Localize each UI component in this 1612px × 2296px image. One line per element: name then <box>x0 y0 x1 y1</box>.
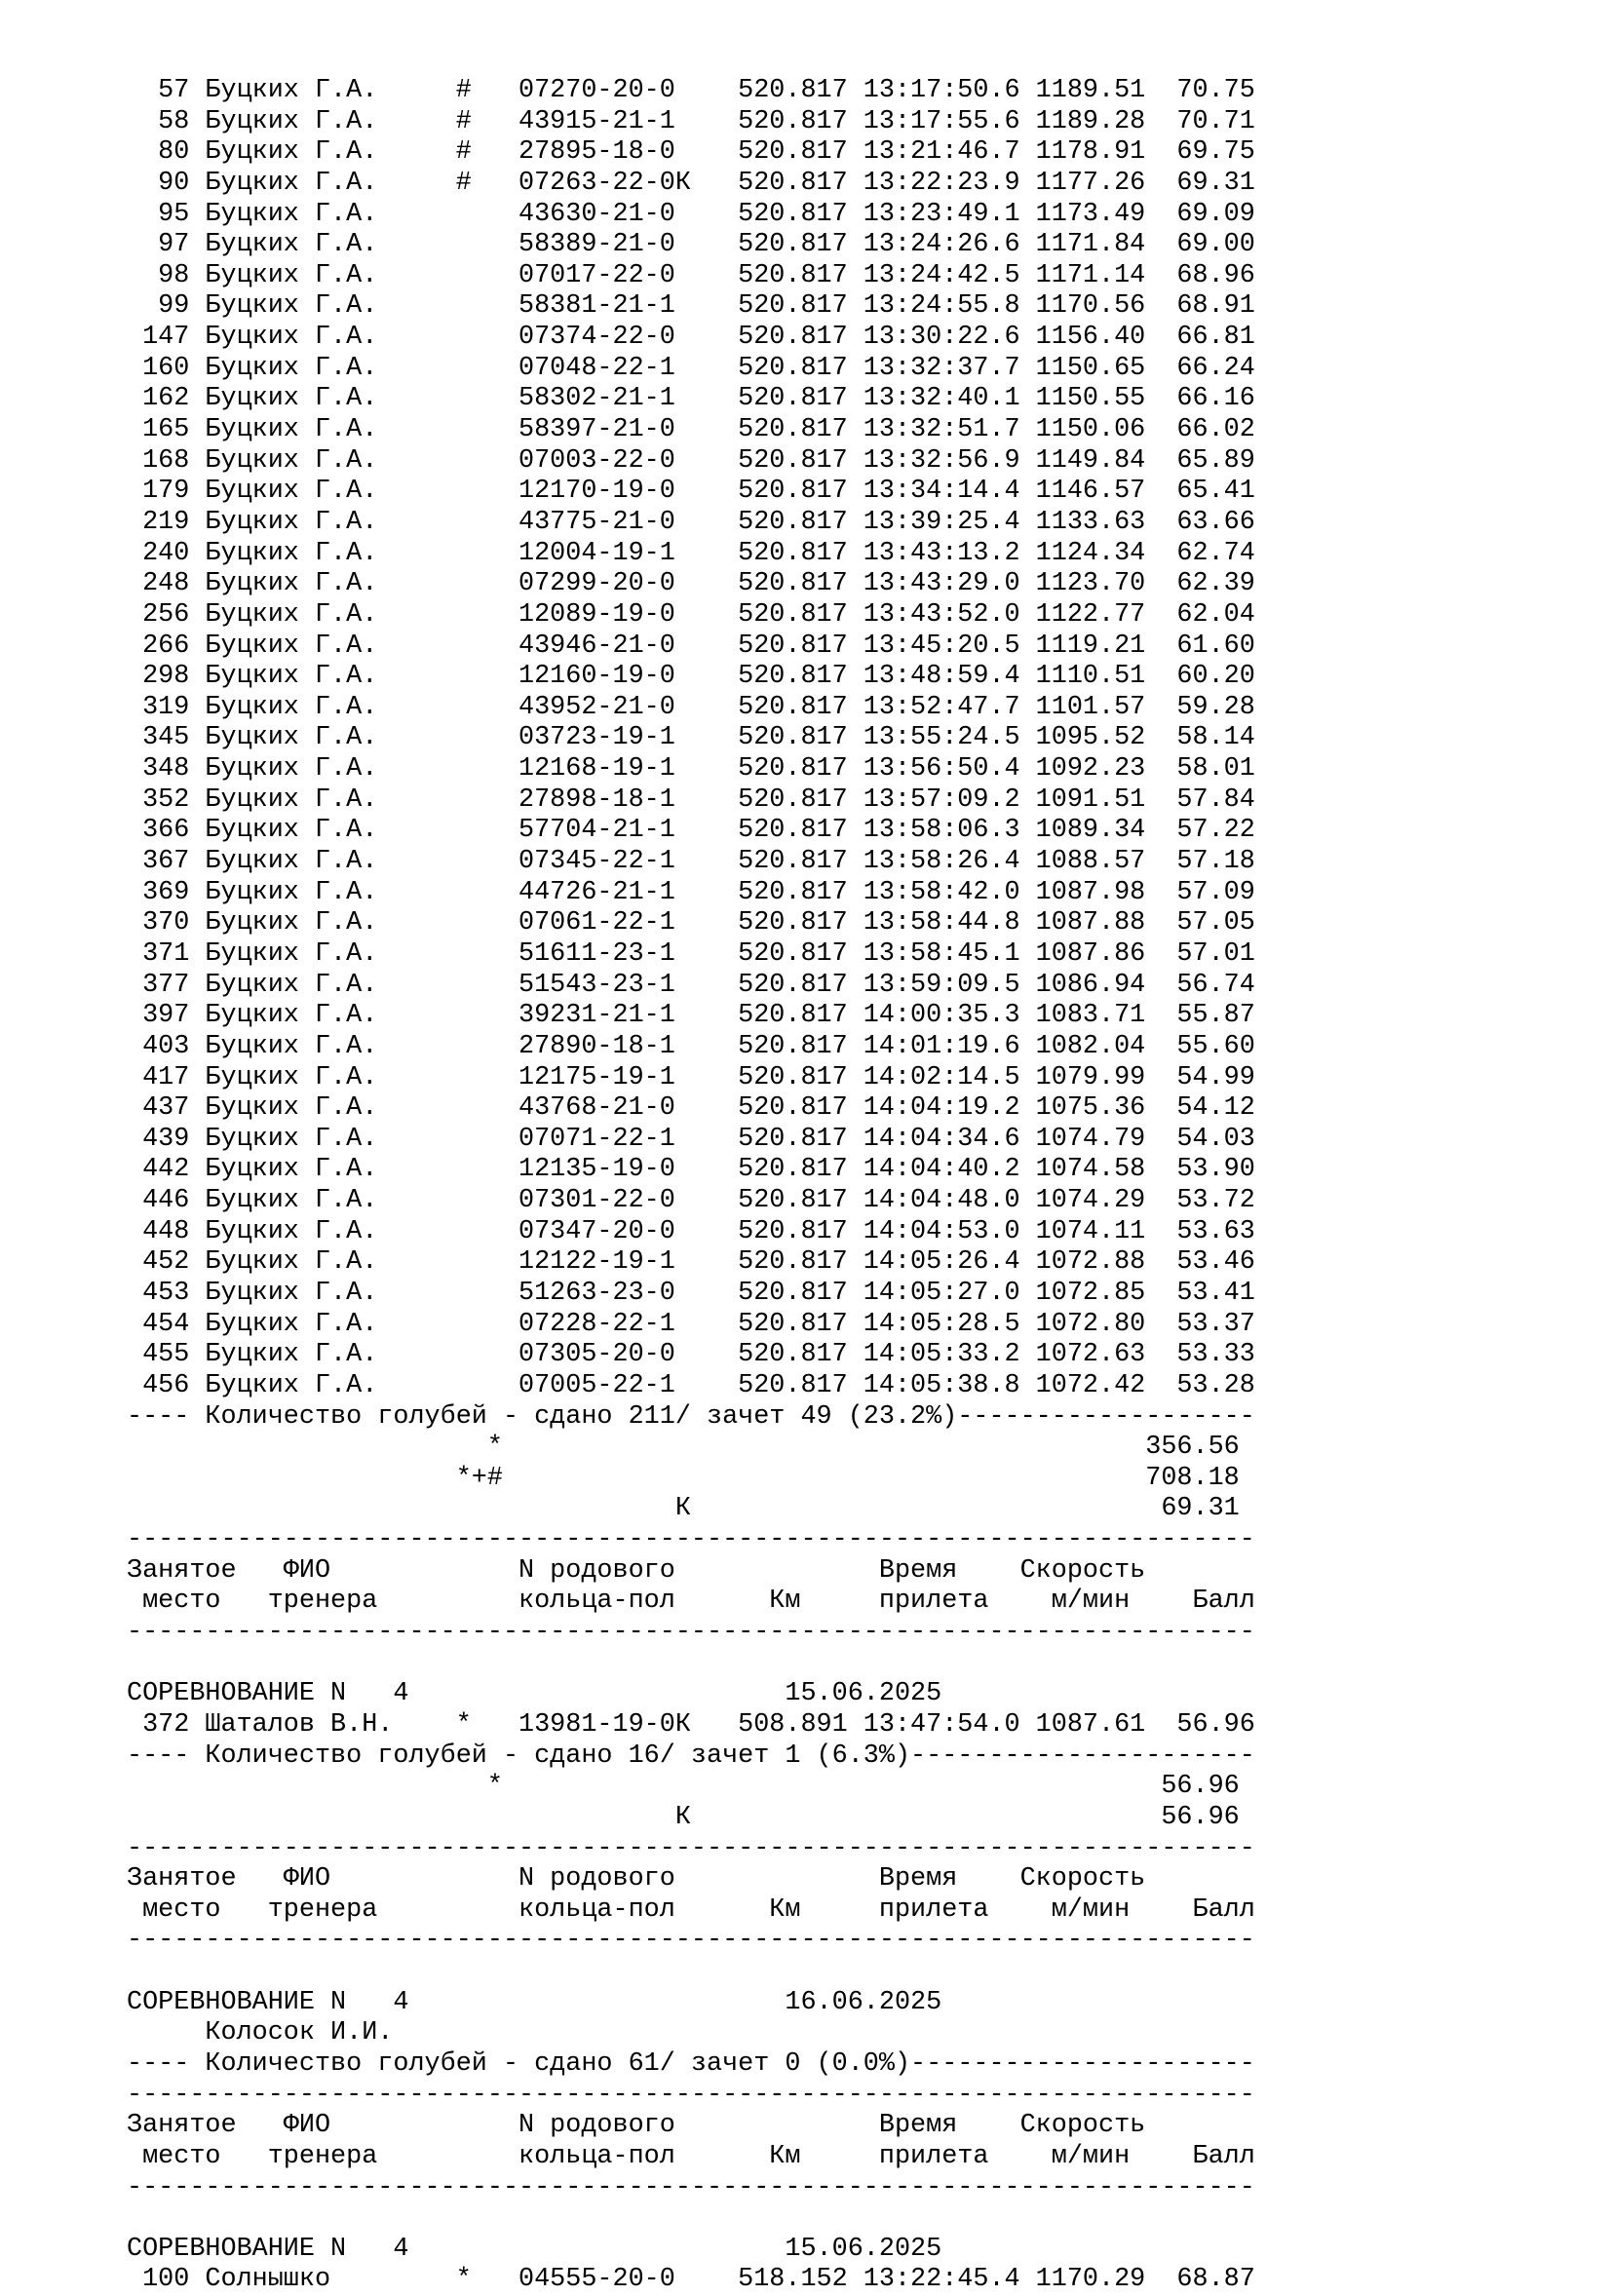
document-line: 248 Буцких Г.А. 07299-20-0 520.817 13:43:29.0 1123.70 62.39 <box>127 569 1255 599</box>
document-line <box>127 1649 1255 1680</box>
document-line: место тренера кольца-пол Км прилета м/мин Балл <box>127 1587 1255 1617</box>
document-line: * 56.96 <box>127 1772 1240 1802</box>
document-line: 417 Буцких Г.А. 12175-19-1 520.817 14:02:14.5 1079.99 54.99 <box>127 1062 1255 1092</box>
document-line: ---- Количество голубей - сдано 16/ зачет 1 (6.3%)---------------------- <box>127 1741 1255 1771</box>
document-line: 97 Буцких Г.А. 58389-21-0 520.817 13:24:26.6 1171.84 69.00 <box>127 230 1255 260</box>
document-line: 298 Буцких Г.А. 12160-19-0 520.817 13:48:59.4 1110.51 60.20 <box>127 662 1255 692</box>
document-line: 437 Буцких Г.А. 43768-21-0 520.817 14:04:19.2 1075.36 54.12 <box>127 1093 1255 1124</box>
document-line: 352 Буцких Г.А. 27898-18-1 520.817 13:57:09.2 1091.51 57.84 <box>127 784 1255 815</box>
document-line: 266 Буцких Г.А. 43946-21-0 520.817 13:45:20.5 1119.21 61.60 <box>127 631 1255 661</box>
document-line: 455 Буцких Г.А. 07305-20-0 520.817 14:05:33.2 1072.63 53.33 <box>127 1340 1255 1370</box>
document-line: СОРЕВНОВАНИЕ N 4 15.06.2025 <box>127 1679 942 1709</box>
document-line: 371 Буцких Г.А. 51611-23-1 520.817 13:58:45.1 1087.86 57.01 <box>127 938 1255 969</box>
document-line: 90 Буцких Г.А. # 07263-22-0К 520.817 13:22:23.9 1177.26 69.31 <box>127 168 1255 198</box>
document-line: 403 Буцких Г.А. 27890-18-1 520.817 14:01:19.6 1082.04 55.60 <box>127 1031 1255 1061</box>
document-line: ------------------------------------------------------------------------ <box>127 1618 1255 1648</box>
document-line: 162 Буцких Г.А. 58302-21-1 520.817 13:32:40.1 1150.55 66.16 <box>127 384 1255 414</box>
document-line: 348 Буцких Г.А. 12168-19-1 520.817 13:56:50.4 1092.23 58.01 <box>127 754 1255 784</box>
document-line: место тренера кольца-пол Км прилета м/мин Балл <box>127 1894 1255 1925</box>
document-line: 452 Буцких Г.А. 12122-19-1 520.817 14:05:26.4 1072.88 53.46 <box>127 1247 1255 1278</box>
document-line: СОРЕВНОВАНИЕ N 4 15.06.2025 <box>127 2234 942 2264</box>
document-line: * 356.56 <box>127 1433 1240 1463</box>
document-line: Занятое ФИО N родового Время Скорость <box>127 1555 1146 1586</box>
document-line: 168 Буцких Г.А. 07003-22-0 520.817 13:32:56.9 1149.84 65.89 <box>127 445 1255 476</box>
document-line: 369 Буцких Г.А. 44726-21-1 520.817 13:58:42.0 1087.98 57.09 <box>127 877 1255 907</box>
document-line: ------------------------------------------------------------------------ <box>127 1926 1255 1956</box>
document-line: ------------------------------------------------------------------------ <box>127 1525 1255 1555</box>
document-line: 453 Буцких Г.А. 51263-23-0 520.817 14:05:27.0 1072.85 53.41 <box>127 1278 1255 1308</box>
document-line: 100 Солнышко * 04555-20-0 518.152 13:22:45.4 1170.29 68.87 <box>127 2265 1255 2295</box>
document-line: ------------------------------------------------------------------------ <box>127 2172 1255 2202</box>
document-line: *+# 708.18 <box>127 1463 1240 1493</box>
document-line: Занятое ФИО N родового Время Скорость <box>127 2111 1146 2141</box>
document-line: 57 Буцких Г.А. # 07270-20-0 520.817 13:17:50.6 1189.51 70.75 <box>127 76 1255 105</box>
document-line: ------------------------------------------------------------------------ <box>127 1833 1255 1863</box>
document-line: 372 Шаталов В.Н. * 13981-19-0К 508.891 13:47:54.0 1087.61 56.96 <box>127 1709 1255 1740</box>
document-line: 397 Буцких Г.А. 39231-21-1 520.817 14:00:35.3 1083.71 55.87 <box>127 1001 1255 1031</box>
document-line: 377 Буцких Г.А. 51543-23-1 520.817 13:59:09.5 1086.94 56.74 <box>127 970 1255 1000</box>
document-line: 80 Буцких Г.А. # 27895-18-0 520.817 13:21:46.7 1178.91 69.75 <box>127 137 1255 168</box>
document-line: 160 Буцких Г.А. 07048-22-1 520.817 13:32:37.7 1150.65 66.24 <box>127 353 1255 383</box>
document-line: 366 Буцких Г.А. 57704-21-1 520.817 13:58:06.3 1089.34 57.22 <box>127 816 1255 846</box>
document-line: ------------------------------------------------------------------------ <box>127 2080 1255 2110</box>
document-line: ---- Количество голубей - сдано 61/ зачет 0 (0.0%)---------------------- <box>127 2049 1255 2079</box>
document-line: 147 Буцких Г.А. 07374-22-0 520.817 13:30:22.6 1156.40 66.81 <box>127 323 1255 353</box>
document-line: 165 Буцких Г.А. 58397-21-0 520.817 13:32:51.7 1150.06 66.02 <box>127 415 1255 445</box>
document-line: 99 Буцких Г.А. 58381-21-1 520.817 13:24:55.8 1170.56 68.91 <box>127 291 1255 322</box>
document-line: 439 Буцких Г.А. 07071-22-1 520.817 14:04:34.6 1074.79 54.03 <box>127 1124 1255 1154</box>
document-line: 240 Буцких Г.А. 12004-19-1 520.817 13:43:13.2 1124.34 62.74 <box>127 538 1255 568</box>
document-line: 448 Буцких Г.А. 07347-20-0 520.817 14:04:53.0 1074.11 53.63 <box>127 1216 1255 1246</box>
document-line: К 56.96 <box>127 1802 1240 1832</box>
results-document <box>127 76 1255 2296</box>
document-line: 456 Буцких Г.А. 07005-22-1 520.817 14:05:38.8 1072.42 53.28 <box>127 1370 1255 1400</box>
document-line: К 69.31 <box>127 1494 1240 1524</box>
document-line <box>127 1957 1255 1988</box>
document-line: 95 Буцких Г.А. 43630-21-0 520.817 13:23:49.1 1173.49 69.09 <box>127 199 1255 229</box>
document-line: ---- Количество голубей - сдано 211/ зачет 49 (23.2%)------------------- <box>127 1401 1255 1432</box>
document-line: 442 Буцких Г.А. 12135-19-0 520.817 14:04:40.2 1074.58 53.90 <box>127 1155 1255 1185</box>
document-line: 179 Буцких Г.А. 12170-19-0 520.817 13:34:14.4 1146.57 65.41 <box>127 477 1255 507</box>
document-line: 446 Буцких Г.А. 07301-22-0 520.817 14:04:48.0 1074.29 53.72 <box>127 1186 1255 1216</box>
document-line: Занятое ФИО N родового Время Скорость <box>127 1864 1146 1894</box>
document-line: 219 Буцких Г.А. 43775-21-0 520.817 13:39:25.4 1133.63 63.66 <box>127 507 1255 537</box>
document-line: 370 Буцких Г.А. 07061-22-1 520.817 13:58:44.8 1087.88 57.05 <box>127 908 1255 938</box>
document-line: 256 Буцких Г.А. 12089-19-0 520.817 13:43:52.0 1122.77 62.04 <box>127 599 1255 630</box>
document-line: СОРЕВНОВАНИЕ N 4 16.06.2025 <box>127 1987 942 2017</box>
document-line: 319 Буцких Г.А. 43952-21-0 520.817 13:52:47.7 1101.57 59.28 <box>127 692 1255 722</box>
document-line: 58 Буцких Г.А. # 43915-21-1 520.817 13:17:55.6 1189.28 70.71 <box>127 106 1255 136</box>
document-line: Колосок И.И. <box>127 2018 394 2048</box>
document-line: 98 Буцких Г.А. 07017-22-0 520.817 13:24:42.5 1171.14 68.96 <box>127 260 1255 290</box>
document-line: 454 Буцких Г.А. 07228-22-1 520.817 14:05:28.5 1072.80 53.37 <box>127 1309 1255 1339</box>
document-line: 367 Буцких Г.А. 07345-22-1 520.817 13:58:26.4 1088.57 57.18 <box>127 847 1255 877</box>
document-line: место тренера кольца-пол Км прилета м/мин Балл <box>127 2141 1255 2171</box>
document-line: 345 Буцких Г.А. 03723-19-1 520.817 13:55:24.5 1095.52 58.14 <box>127 723 1255 753</box>
document-line <box>127 2203 1255 2235</box>
